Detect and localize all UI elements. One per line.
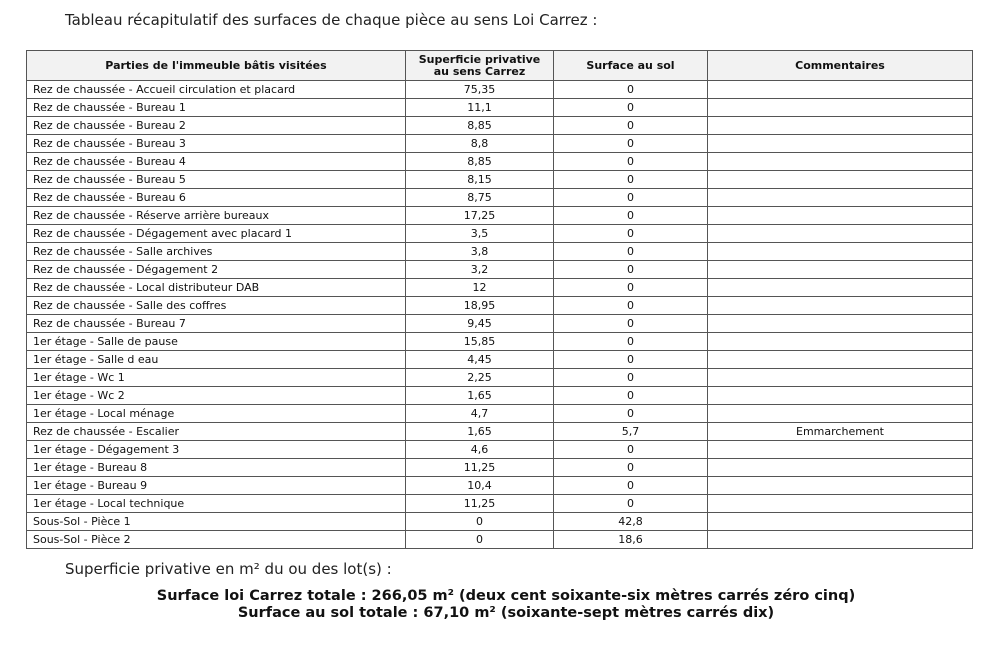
- header-part: Parties de l'immeuble bâtis visitées: [27, 51, 406, 81]
- table-row: [27, 135, 973, 153]
- cell-carrez: 12: [406, 279, 554, 297]
- table-row: [27, 117, 973, 135]
- table-row: [27, 81, 973, 99]
- cell-part: Rez de chaussée - Bureau 7: [27, 315, 406, 333]
- cell-comment: [708, 171, 973, 189]
- table-row: [27, 243, 973, 261]
- table-heading: Tableau récapitulatif des surfaces de chaque pièce au sens Loi Carrez :: [65, 11, 598, 29]
- cell-comment: [708, 261, 973, 279]
- cell-part: 1er étage - Wc 2: [27, 387, 406, 405]
- cell-comment: [708, 99, 973, 117]
- header-carrez: Superficie privative au sens Carrez: [406, 51, 554, 81]
- cell-comment: Emmarchement: [708, 423, 973, 441]
- cell-comment: [708, 387, 973, 405]
- cell-part: Rez de chaussée - Bureau 1: [27, 99, 406, 117]
- cell-part: 1er étage - Salle de pause: [27, 333, 406, 351]
- cell-comment: [708, 135, 973, 153]
- cell-part: Rez de chaussée - Accueil circulation et placard: [27, 81, 406, 99]
- cell-carrez: 3,2: [406, 261, 554, 279]
- cell-sol: 0: [554, 333, 708, 351]
- subheading: Superficie privative en m² du ou des lot(s) :: [65, 560, 392, 578]
- cell-comment: [708, 207, 973, 225]
- table-row: [27, 477, 973, 495]
- cell-sol: 0: [554, 459, 708, 477]
- cell-sol: 0: [554, 387, 708, 405]
- cell-comment: [708, 513, 973, 531]
- cell-carrez: 8,75: [406, 189, 554, 207]
- cell-carrez: 75,35: [406, 81, 554, 99]
- cell-sol: 5,7: [554, 423, 708, 441]
- cell-carrez: 8,85: [406, 117, 554, 135]
- cell-comment: [708, 531, 973, 549]
- cell-comment: [708, 243, 973, 261]
- cell-sol: 42,8: [554, 513, 708, 531]
- cell-carrez: 0: [406, 513, 554, 531]
- table-row: [27, 333, 973, 351]
- cell-carrez: 11,25: [406, 459, 554, 477]
- table-row: [27, 459, 973, 477]
- cell-comment: [708, 225, 973, 243]
- header-comment: Commentaires: [708, 51, 973, 81]
- cell-sol: 0: [554, 117, 708, 135]
- header-sol: Surface au sol: [554, 51, 708, 81]
- cell-sol: 0: [554, 207, 708, 225]
- table-row: [27, 279, 973, 297]
- cell-sol: 0: [554, 405, 708, 423]
- table-row: [27, 297, 973, 315]
- cell-comment: [708, 477, 973, 495]
- cell-sol: 0: [554, 99, 708, 117]
- cell-comment: [708, 459, 973, 477]
- cell-part: 1er étage - Salle d eau: [27, 351, 406, 369]
- table-body: [27, 81, 973, 549]
- cell-comment: [708, 441, 973, 459]
- cell-sol: 0: [554, 495, 708, 513]
- surfaces-table: [26, 50, 973, 549]
- table-row: [27, 405, 973, 423]
- cell-part: 1er étage - Dégagement 3: [27, 441, 406, 459]
- table-row: [27, 441, 973, 459]
- cell-part: Rez de chaussée - Dégagement avec placard 1: [27, 225, 406, 243]
- table-row: [27, 225, 973, 243]
- table-row: [27, 495, 973, 513]
- table-row: [27, 315, 973, 333]
- cell-sol: 0: [554, 297, 708, 315]
- cell-sol: 0: [554, 171, 708, 189]
- table-row: [27, 99, 973, 117]
- cell-comment: [708, 279, 973, 297]
- cell-comment: [708, 153, 973, 171]
- cell-carrez: 18,95: [406, 297, 554, 315]
- cell-carrez: 17,25: [406, 207, 554, 225]
- cell-carrez: 3,5: [406, 225, 554, 243]
- cell-sol: 0: [554, 369, 708, 387]
- cell-comment: [708, 495, 973, 513]
- table-row: [27, 531, 973, 549]
- totals-block: [0, 588, 1000, 622]
- cell-part: 1er étage - Bureau 9: [27, 477, 406, 495]
- cell-comment: [708, 351, 973, 369]
- cell-part: Rez de chaussée - Salle des coffres: [27, 297, 406, 315]
- cell-part: Sous-Sol - Pièce 1: [27, 513, 406, 531]
- cell-comment: [708, 297, 973, 315]
- table-row: [27, 513, 973, 531]
- table-row: [27, 351, 973, 369]
- table-row: [27, 189, 973, 207]
- cell-carrez: 11,25: [406, 495, 554, 513]
- cell-carrez: 1,65: [406, 387, 554, 405]
- cell-part: Rez de chaussée - Réserve arrière bureaux: [27, 207, 406, 225]
- cell-part: Rez de chaussée - Local distributeur DAB: [27, 279, 406, 297]
- cell-comment: [708, 315, 973, 333]
- cell-sol: 0: [554, 441, 708, 459]
- cell-comment: [708, 81, 973, 99]
- cell-sol: 0: [554, 153, 708, 171]
- cell-sol: 0: [554, 351, 708, 369]
- cell-part: 1er étage - Local technique: [27, 495, 406, 513]
- cell-comment: [708, 117, 973, 135]
- cell-part: 1er étage - Local ménage: [27, 405, 406, 423]
- table-row: [27, 369, 973, 387]
- cell-sol: 0: [554, 243, 708, 261]
- cell-carrez: 2,25: [406, 369, 554, 387]
- total-carrez: Surface loi Carrez totale : 266,05 m² (deux cent soixante-six mètres carrés zéro cinq): [156, 588, 856, 604]
- cell-comment: [708, 333, 973, 351]
- cell-part: Rez de chaussée - Bureau 4: [27, 153, 406, 171]
- table-header-row: [27, 51, 973, 81]
- cell-part: Rez de chaussée - Salle archives: [27, 243, 406, 261]
- cell-part: Rez de chaussée - Bureau 2: [27, 117, 406, 135]
- cell-carrez: 15,85: [406, 333, 554, 351]
- cell-comment: [708, 369, 973, 387]
- cell-part: Rez de chaussée - Bureau 3: [27, 135, 406, 153]
- cell-carrez: 9,45: [406, 315, 554, 333]
- cell-part: Rez de chaussée - Bureau 6: [27, 189, 406, 207]
- cell-carrez: 3,8: [406, 243, 554, 261]
- table-row: [27, 423, 973, 441]
- cell-part: Rez de chaussée - Escalier: [27, 423, 406, 441]
- cell-carrez: 11,1: [406, 99, 554, 117]
- cell-sol: 0: [554, 279, 708, 297]
- cell-part: Rez de chaussée - Dégagement 2: [27, 261, 406, 279]
- cell-comment: [708, 189, 973, 207]
- cell-carrez: 4,45: [406, 351, 554, 369]
- table-row: [27, 387, 973, 405]
- cell-carrez: 4,6: [406, 441, 554, 459]
- cell-part: Sous-Sol - Pièce 2: [27, 531, 406, 549]
- cell-carrez: 8,8: [406, 135, 554, 153]
- cell-sol: 0: [554, 81, 708, 99]
- cell-carrez: 8,15: [406, 171, 554, 189]
- cell-sol: 0: [554, 477, 708, 495]
- cell-sol: 0: [554, 225, 708, 243]
- cell-part: 1er étage - Bureau 8: [27, 459, 406, 477]
- cell-carrez: 8,85: [406, 153, 554, 171]
- cell-sol: 0: [554, 315, 708, 333]
- cell-comment: [708, 405, 973, 423]
- cell-part: 1er étage - Wc 1: [27, 369, 406, 387]
- cell-carrez: 4,7: [406, 405, 554, 423]
- cell-carrez: 10,4: [406, 477, 554, 495]
- total-sol: Surface au sol totale : 67,10 m² (soixante-sept mètres carrés dix): [237, 605, 775, 621]
- cell-sol: 0: [554, 261, 708, 279]
- cell-part: Rez de chaussée - Bureau 5: [27, 171, 406, 189]
- cell-sol: 18,6: [554, 531, 708, 549]
- cell-sol: 0: [554, 135, 708, 153]
- cell-carrez: 1,65: [406, 423, 554, 441]
- cell-carrez: 0: [406, 531, 554, 549]
- table-row: [27, 153, 973, 171]
- table-row: [27, 207, 973, 225]
- cell-sol: 0: [554, 189, 708, 207]
- table-row: [27, 261, 973, 279]
- table-row: [27, 171, 973, 189]
